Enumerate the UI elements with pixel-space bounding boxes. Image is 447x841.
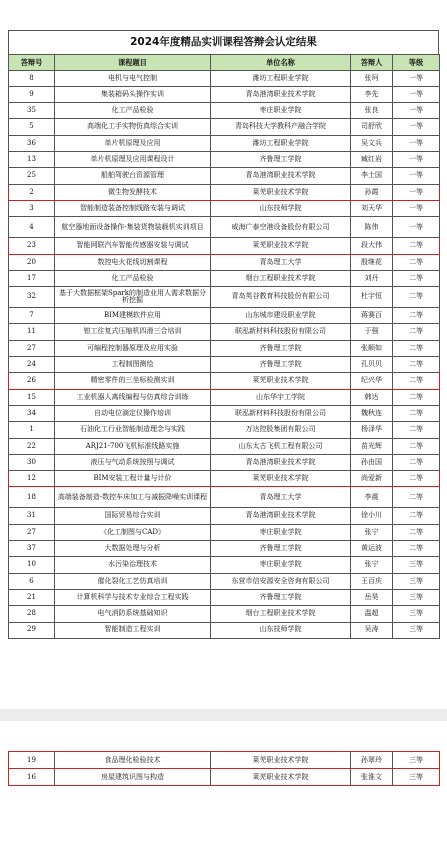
cell-course: 水污染治理技术	[55, 557, 211, 573]
cell-grade: 三等	[393, 557, 440, 573]
cell-person: 苗光辉	[351, 438, 393, 454]
cell-person: 杨泽华	[351, 422, 393, 438]
cell-no: 4	[9, 217, 55, 238]
cell-course: 航空器地面设备操作-集装货物装载机实训项目	[55, 217, 211, 238]
cell-person: 臧红岩	[351, 152, 393, 168]
cell-person: 张宁	[351, 557, 393, 573]
cell-no: 8	[9, 70, 55, 86]
table-row	[9, 541, 440, 557]
cell-no: 12	[9, 471, 55, 487]
cell-no: 30	[9, 454, 55, 470]
cell-unit: 烟台工程职业技术学院	[211, 606, 351, 622]
table-row	[9, 135, 440, 151]
cell-unit: 山东太古飞机工程有限公司	[211, 438, 351, 454]
cell-course: 高端装备制造-数控车床加工与减振降噪实训课程	[55, 487, 211, 508]
cell-person: 孙霞	[351, 184, 393, 200]
cell-no: 34	[9, 405, 55, 421]
cell-no: 31	[9, 508, 55, 524]
table-row	[9, 606, 440, 622]
cell-grade: 一等	[393, 86, 440, 102]
cell-unit: 齐鲁理工学院	[211, 589, 351, 605]
cell-grade: 二等	[393, 541, 440, 557]
cell-grade: 二等	[393, 524, 440, 540]
table-row	[9, 86, 440, 102]
cell-unit: 潍坊工程职业学院	[211, 70, 351, 86]
cell-grade: 二等	[393, 357, 440, 373]
table-row	[9, 557, 440, 573]
table-row	[9, 373, 440, 389]
cell-grade: 二等	[393, 508, 440, 524]
cell-unit: 山东城市建设职业学院	[211, 308, 351, 324]
cell-person: 张淮文	[351, 769, 393, 786]
table-row	[9, 573, 440, 589]
cell-unit: 潍坊工程职业学院	[211, 135, 351, 151]
cell-grade: 二等	[393, 405, 440, 421]
table-row	[9, 200, 440, 216]
cell-grade: 二等	[393, 254, 440, 270]
cell-grade: 三等	[393, 573, 440, 589]
cell-no: 16	[9, 769, 55, 786]
table-row	[9, 524, 440, 540]
cell-unit: 莱芜职业技术学院	[211, 373, 351, 389]
cell-grade: 二等	[393, 308, 440, 324]
cell-person: 吴涛	[351, 622, 393, 638]
cell-unit: 齐鲁理工学院	[211, 152, 351, 168]
cell-no: 32	[9, 287, 55, 308]
cell-course: 集装箱码头操作实训	[55, 86, 211, 102]
cell-no: 10	[9, 557, 55, 573]
cell-no: 15	[9, 389, 55, 405]
table-row	[9, 487, 440, 508]
cell-course: 工程制图测绘	[55, 357, 211, 373]
cell-person: 尚爱新	[351, 471, 393, 487]
cell-person: 黄运波	[351, 541, 393, 557]
cell-grade: 一等	[393, 152, 440, 168]
cell-grade: 三等	[393, 622, 440, 638]
cell-grade: 二等	[393, 270, 440, 286]
cell-no: 18	[9, 487, 55, 508]
cell-person: 于强	[351, 324, 393, 340]
cell-course: 船舶驾驶台资源管理	[55, 168, 211, 184]
cell-person: 岳昊	[351, 589, 393, 605]
cell-course: 电气消防系统基础知识	[55, 606, 211, 622]
cell-course: ARJ21-700飞机标准线路实施	[55, 438, 211, 454]
table-row	[9, 752, 440, 769]
cell-no: 3	[9, 200, 55, 216]
cell-no: 7	[9, 308, 55, 324]
cell-no: 2	[9, 184, 55, 200]
cell-unit: 山东技师学院	[211, 622, 351, 638]
cell-unit: 山东华宇工学院	[211, 389, 351, 405]
cell-course: 单片机原理及应用	[55, 135, 211, 151]
cell-grade: 一等	[393, 135, 440, 151]
cell-course: 自动电位滴定仪操作培训	[55, 405, 211, 421]
cell-course: 计算机科学与技术专业综合工程实践	[55, 589, 211, 605]
table-row	[9, 769, 440, 786]
table-row	[9, 103, 440, 119]
cell-no: 17	[9, 270, 55, 286]
cell-unit: 东营市信安源安全咨询有限公司	[211, 573, 351, 589]
cell-grade: 二等	[393, 238, 440, 254]
cell-course: BIM安装工程计量与计价	[55, 471, 211, 487]
cell-unit: 青岛英谷教育科技股份有限公司	[211, 287, 351, 308]
cell-course: 高端化工手实物仿真综合实训	[55, 119, 211, 135]
table-row	[9, 152, 440, 168]
cell-person: 蒋赛百	[351, 308, 393, 324]
cell-grade: 二等	[393, 324, 440, 340]
table-row	[9, 168, 440, 184]
table-row	[9, 254, 440, 270]
cell-unit: 齐鲁理工学院	[211, 541, 351, 557]
cell-grade: 一等	[393, 200, 440, 216]
cell-unit: 莱芜职业技术学院	[211, 769, 351, 786]
cell-person: 孙由国	[351, 454, 393, 470]
cell-course: 数控电火花线切割课程	[55, 254, 211, 270]
cell-no: 22	[9, 438, 55, 454]
table-row	[9, 217, 440, 238]
cell-grade: 一等	[393, 217, 440, 238]
table-row	[9, 308, 440, 324]
cell-unit: 枣庄职业学院	[211, 103, 351, 119]
cell-no: 21	[9, 589, 55, 605]
cell-grade: 一等	[393, 119, 440, 135]
cell-course: 催化裂化工艺仿真培训	[55, 573, 211, 589]
cell-unit: 烟台工程职业技术学院	[211, 270, 351, 286]
cell-unit: 山东技师学院	[211, 200, 351, 216]
page-title: 2024年度精品实训课程答辩会认定结果	[130, 36, 317, 48]
cell-unit: 联泓新材料科技股份有限公司	[211, 324, 351, 340]
cell-course: 化工产品检验	[55, 103, 211, 119]
cell-grade: 二等	[393, 438, 440, 454]
cell-grade: 二等	[393, 287, 440, 308]
cell-person: 孔贝贝	[351, 357, 393, 373]
cell-course: 食品理化检验技术	[55, 752, 211, 769]
cell-course: 大数据处理与分析	[55, 541, 211, 557]
cell-course: 可编程控制器原理及应用实验	[55, 340, 211, 356]
cell-course: 国际贸易综合实训	[55, 508, 211, 524]
cell-course: 精密零件的三坐标检测实训	[55, 373, 211, 389]
cell-person: 李震	[351, 487, 393, 508]
cell-person: 王百庆	[351, 573, 393, 589]
cell-person: 孙翠玲	[351, 752, 393, 769]
cell-person: 徐小川	[351, 508, 393, 524]
cell-grade: 三等	[393, 589, 440, 605]
cell-person: 杜宇恒	[351, 287, 393, 308]
cell-course: 电机与电气控制	[55, 70, 211, 86]
cell-no: 35	[9, 103, 55, 119]
cell-grade: 二等	[393, 422, 440, 438]
cell-no: 6	[9, 573, 55, 589]
cell-person: 刘天华	[351, 200, 393, 216]
cell-no: 27	[9, 340, 55, 356]
table-row	[9, 119, 440, 135]
cell-grade: 二等	[393, 487, 440, 508]
cell-grade: 一等	[393, 103, 440, 119]
table-row	[9, 508, 440, 524]
cell-no: 20	[9, 254, 55, 270]
cell-no: 19	[9, 752, 55, 769]
cell-person: 张宁	[351, 524, 393, 540]
cell-unit: 青岛港湾职业技术学院	[211, 168, 351, 184]
cell-grade: 三等	[393, 769, 440, 786]
cell-unit: 枣庄职业学院	[211, 524, 351, 540]
cell-course: 房屋建筑识图与构造	[55, 769, 211, 786]
cell-no: 13	[9, 152, 55, 168]
cell-person: 温超	[351, 606, 393, 622]
table-row	[9, 270, 440, 286]
cell-person: 韩达	[351, 389, 393, 405]
cell-no: 37	[9, 541, 55, 557]
cell-unit: 齐鲁理工学院	[211, 357, 351, 373]
table-row	[9, 422, 440, 438]
cell-grade: 三等	[393, 606, 440, 622]
cell-unit: 枣庄职业学院	[211, 557, 351, 573]
cell-person: 刘丹	[351, 270, 393, 286]
cell-course: 石油化工行业智能制造理念与实践	[55, 422, 211, 438]
header-no: 答辩号	[9, 55, 55, 71]
cell-unit: 莱芜职业技术学院	[211, 184, 351, 200]
cell-grade: 一等	[393, 168, 440, 184]
header-grade: 等级	[393, 55, 440, 71]
cell-grade: 二等	[393, 454, 440, 470]
cell-unit: 青岛港湾职业技术学院	[211, 86, 351, 102]
cell-grade: 一等	[393, 70, 440, 86]
cell-unit: 齐鲁理工学院	[211, 340, 351, 356]
cell-person: 魏秋连	[351, 405, 393, 421]
table-row	[9, 389, 440, 405]
cell-person: 张顺如	[351, 340, 393, 356]
table-row	[9, 70, 440, 86]
cell-person: 纪兴华	[351, 373, 393, 389]
cell-unit: 万达控股集团有限公司	[211, 422, 351, 438]
cell-no: 28	[9, 606, 55, 622]
cell-course: 智能制造工程实训	[55, 622, 211, 638]
cell-unit: 青岛港湾职业技术学院	[211, 454, 351, 470]
cell-person: 殷继花	[351, 254, 393, 270]
cell-no: 9	[9, 86, 55, 102]
header-course: 课程题目	[55, 55, 211, 71]
cell-unit: 莱芜职业技术学院	[211, 752, 351, 769]
cell-no: 36	[9, 135, 55, 151]
cell-person: 张珂	[351, 70, 393, 86]
table-row	[9, 238, 440, 254]
table-row	[9, 340, 440, 356]
table-row	[9, 184, 440, 200]
cell-grade: 二等	[393, 340, 440, 356]
cell-no: 27	[9, 524, 55, 540]
table-row	[9, 287, 440, 308]
cell-course: 单片机原理及应用课程设计	[55, 152, 211, 168]
table-row	[9, 471, 440, 487]
table-row	[9, 589, 440, 605]
cell-unit: 青岛理工大学	[211, 487, 351, 508]
cell-no: 23	[9, 238, 55, 254]
results-table-continued	[8, 751, 440, 786]
cell-unit: 青岛理工大学	[211, 254, 351, 270]
table-row	[9, 438, 440, 454]
cell-person: 李先	[351, 86, 393, 102]
cell-grade: 三等	[393, 752, 440, 769]
cell-no: 25	[9, 168, 55, 184]
cell-unit: 联泓新材料科技股份有限公司	[211, 405, 351, 421]
cell-person: 吴文兵	[351, 135, 393, 151]
header-person: 答辩人	[351, 55, 393, 71]
cell-course: 钳工往复式压缩机四滑三合培训	[55, 324, 211, 340]
cell-person: 段大伟	[351, 238, 393, 254]
cell-course: 智能网联汽车智能传感器安装与调试	[55, 238, 211, 254]
table-row	[9, 405, 440, 421]
cell-course: 工业机器人离线编程与仿真综合训练	[55, 389, 211, 405]
cell-no: 29	[9, 622, 55, 638]
cell-person: 陈伟	[351, 217, 393, 238]
cell-person: 司舒欣	[351, 119, 393, 135]
table-row	[9, 622, 440, 638]
cell-no: 26	[9, 373, 55, 389]
cell-course: 《化工制图与CAD》	[55, 524, 211, 540]
cell-no: 1	[9, 422, 55, 438]
cell-no: 24	[9, 357, 55, 373]
cell-course: 微生物发酵技术	[55, 184, 211, 200]
cell-course: 基于大数据框架Spark的制造业用人需求数据分析挖掘	[55, 287, 211, 308]
cell-grade: 二等	[393, 471, 440, 487]
cell-unit: 青岛港湾职业技术学院	[211, 508, 351, 524]
cell-grade: 一等	[393, 184, 440, 200]
cell-course: 智能制造装备控制线路安装与调试	[55, 200, 211, 216]
table-header-row	[9, 55, 440, 71]
cell-no: 11	[9, 324, 55, 340]
cell-unit: 威海广泰空港设备股份有限公司	[211, 217, 351, 238]
cell-grade: 二等	[393, 373, 440, 389]
cell-unit: 莱芜职业技术学院	[211, 238, 351, 254]
table-row	[9, 454, 440, 470]
table-row	[9, 324, 440, 340]
page-gap	[0, 709, 447, 721]
cell-course: BIM建模软件应用	[55, 308, 211, 324]
cell-person: 张良	[351, 103, 393, 119]
results-table	[8, 54, 440, 639]
header-unit: 单位名称	[211, 55, 351, 71]
cell-no: 5	[9, 119, 55, 135]
table-row	[9, 357, 440, 373]
cell-person: 李士国	[351, 168, 393, 184]
cell-course: 化工产品检验	[55, 270, 211, 286]
cell-unit: 莱芜职业技术学院	[211, 471, 351, 487]
cell-grade: 二等	[393, 389, 440, 405]
cell-course: 液压与气动系统按照与调试	[55, 454, 211, 470]
cell-unit: 青岛科技大学教科产融合学院	[211, 119, 351, 135]
